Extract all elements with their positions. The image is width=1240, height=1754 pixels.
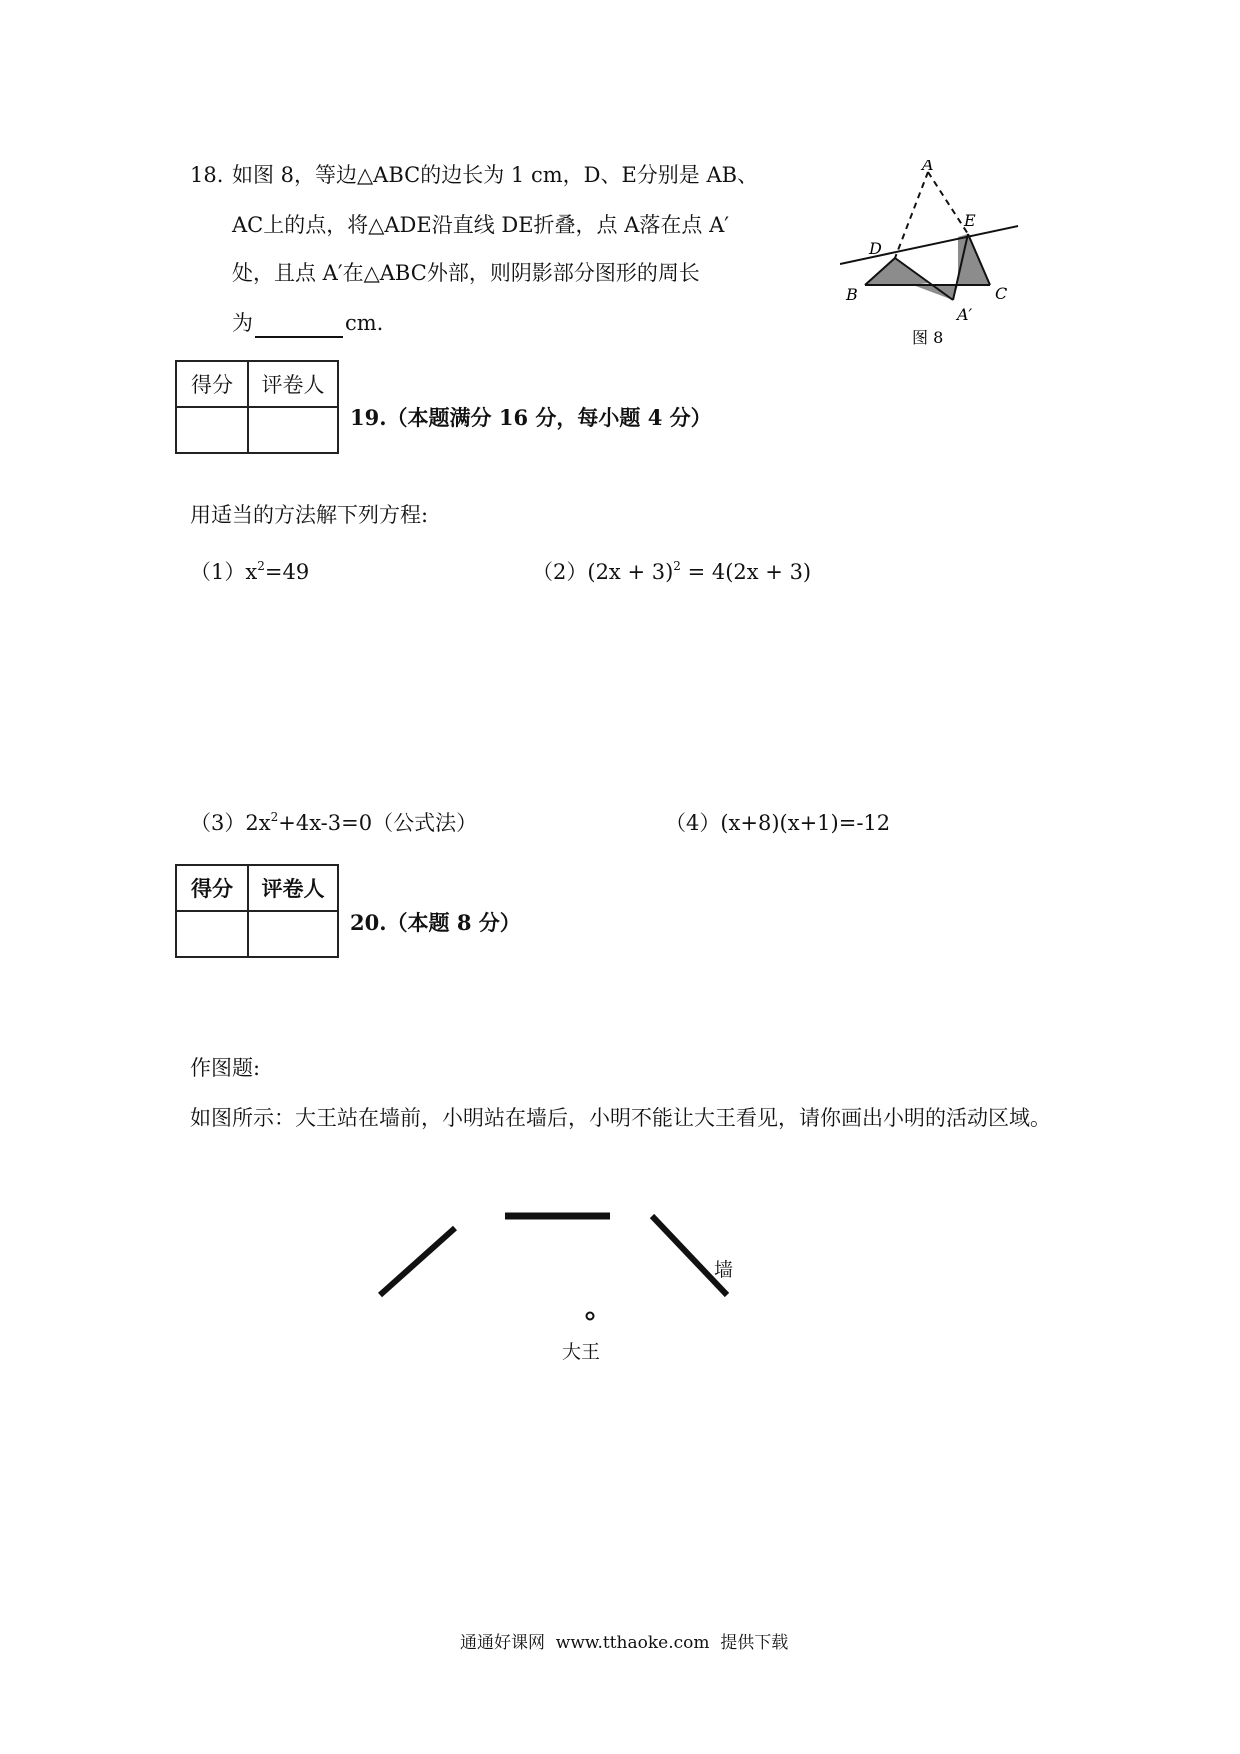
p2-exponent: 2 bbox=[673, 559, 681, 573]
grader-cell[interactable] bbox=[248, 911, 338, 957]
label-d: D bbox=[869, 239, 882, 258]
side-ad-dashed bbox=[895, 172, 928, 258]
p2-label: （2） bbox=[532, 560, 588, 584]
label-c: C bbox=[995, 284, 1008, 303]
p3-a: 2x bbox=[245, 811, 271, 835]
p1-label: （1） bbox=[190, 560, 246, 584]
side-ae-dashed bbox=[928, 172, 968, 234]
q18-line-1: 如图 8，等边△ABC的边长为 1 cm，D、E分别是 AB、 bbox=[232, 163, 759, 187]
label-a-prime: A′ bbox=[957, 305, 973, 324]
wall-label: 墙 bbox=[714, 1259, 734, 1281]
q18-line-4-suffix: cm. bbox=[345, 311, 384, 335]
score-table-20 bbox=[175, 864, 339, 958]
fold-line-de bbox=[840, 226, 1018, 264]
wall-left bbox=[380, 1228, 455, 1295]
label-a: A bbox=[922, 160, 934, 174]
q18-line-2: AC上的点，将△ADE沿直线 DE折叠，点 A落在点 A′ bbox=[232, 213, 730, 237]
q19-heading: 19.（本题满分 16 分，每小题 4 分） bbox=[350, 405, 712, 430]
grader-header: 评卷人 bbox=[248, 361, 338, 407]
q19-instruction: 用适当的方法解下列方程: bbox=[190, 503, 429, 527]
q19-problem-1 bbox=[190, 557, 309, 587]
figure-8-diagram bbox=[840, 160, 1020, 350]
score-cell[interactable] bbox=[176, 407, 248, 453]
p1-rest: =49 bbox=[264, 560, 310, 584]
p1-base: x bbox=[245, 560, 258, 584]
answer-blank[interactable] bbox=[255, 314, 343, 338]
q20-title: 作图题: bbox=[190, 1056, 261, 1080]
p3-exponent: 2 bbox=[270, 810, 279, 824]
q18-line-3: 处，且点 A′在△ABC外部，则阴影部分图形的周长 bbox=[232, 261, 700, 285]
shaded-left bbox=[865, 258, 930, 285]
q20-description: 如图所示：大王站在墙前，小明站在墙后，小明不能让大王看见，请你画出小明的活动区域。 bbox=[190, 1106, 1051, 1130]
score-header: 得分 bbox=[176, 361, 248, 407]
p3-label: （3） bbox=[190, 811, 246, 835]
q18-line-4-prefix: 为 bbox=[232, 311, 253, 335]
score-header: 得分 bbox=[176, 865, 248, 911]
p2-left: (2x + 3) bbox=[587, 560, 674, 584]
q19-problem-2 bbox=[532, 557, 811, 587]
figure-caption: 图 8 bbox=[912, 328, 944, 347]
king-label: 大王 bbox=[562, 1341, 601, 1363]
p3-b: +4x-3=0（公式法） bbox=[278, 811, 478, 835]
king-position-point bbox=[587, 1313, 594, 1320]
label-b: B bbox=[846, 285, 858, 304]
q18-line-4 bbox=[232, 308, 383, 338]
grader-cell[interactable] bbox=[248, 407, 338, 453]
score-cell[interactable] bbox=[176, 911, 248, 957]
q19-problem-4: （4）(x+8)(x+1)=-12 bbox=[665, 811, 891, 835]
figure-8 bbox=[840, 160, 1020, 350]
q18-number: 18. bbox=[190, 163, 224, 187]
q19-problem-3 bbox=[190, 808, 477, 838]
q20-heading: 20.（本题 8 分） bbox=[350, 910, 521, 935]
score-table-19 bbox=[175, 360, 339, 454]
p2-right: = 4(2x + 3) bbox=[680, 560, 812, 584]
label-e: E bbox=[964, 211, 976, 230]
grader-header: 评卷人 bbox=[248, 865, 338, 911]
p1-exponent: 2 bbox=[257, 559, 265, 573]
footer-text: 通通好课网 www.tthaoke.com 提供下载 bbox=[460, 1633, 789, 1653]
